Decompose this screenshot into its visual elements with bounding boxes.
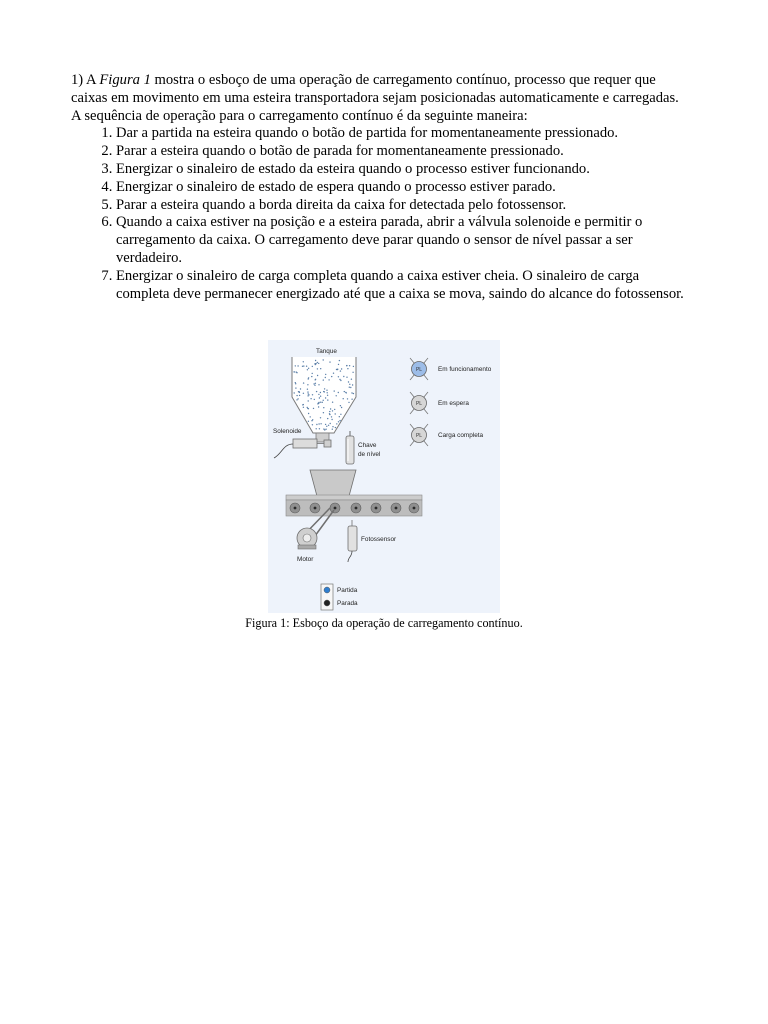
figure-drawing — [268, 340, 500, 613]
step-item: 3. Energizar o sinaleiro de estado da esteira quando o processo estiver funcionando. — [116, 161, 691, 179]
solenoid-label: Solenoide — [273, 428, 302, 435]
tank-icon — [292, 357, 356, 442]
pilot-lamp-tag: PL — [415, 366, 423, 373]
step-item: 5. Parar a esteira quando a borda direita da caixa for detectada pelo fotossensor. — [116, 197, 691, 215]
motor-label: Motor — [297, 556, 314, 563]
intro-paragraph — [71, 72, 691, 108]
pilot-lamp-icon — [410, 392, 428, 414]
pilot-lamp-tag: PL — [415, 432, 423, 439]
step-item: 2. Parar a esteira quando o botão de parada for momentaneamente pressionado. — [116, 143, 691, 161]
step-item: 6. Quando a caixa estiver na posição e a esteira parada, abrir a válvula solenoide e permitir o carregamento da caixa. O carregamento deve parar quando o sensor de nível passar a ser verdadeiro. — [116, 214, 691, 267]
intro-prefix: 1) A — [71, 72, 100, 88]
figure-reference: Figura 1 — [99, 72, 151, 88]
pilot-lamp-label: Em espera — [438, 400, 469, 407]
steps-list — [71, 125, 691, 303]
tank-label: Tanque — [316, 348, 337, 355]
question-text — [71, 72, 691, 303]
pilot-lamp-label: Em funcionamento — [438, 366, 492, 373]
sequence-intro: A sequência de operação para o carregamento contínuo é da seguinte maneira: — [71, 107, 528, 124]
level-switch-icon — [346, 431, 354, 464]
figure-caption: Figura 1: Esboço da operação de carregamento contínuo. — [245, 616, 523, 630]
start-label: Partida — [337, 587, 358, 594]
level-switch-label-line1: Chave — [358, 442, 377, 449]
loading-operation-figure — [268, 340, 500, 613]
step-item: 1. Dar a partida na esteira quando o botão de partida for momentaneamente pressionado. — [116, 125, 691, 143]
stop-label: Parada — [337, 600, 358, 607]
start-button-icon — [324, 587, 330, 593]
pilot-lamp-tag: PL — [415, 400, 423, 407]
level-switch-label-line2: de nível — [358, 451, 381, 458]
pilot-lamp-icon — [410, 358, 428, 380]
step-item: 7. Energizar o sinaleiro de carga completa quando a caixa estiver cheia. O sinaleiro de carga completa deve permanecer energizado até que a caixa se mova, saindo do alcance do fotossensor. — [116, 268, 691, 304]
pilot-lamp-icon — [410, 424, 428, 446]
pilot-lamp-label: Carga completa — [438, 432, 484, 439]
step-item: 4. Energizar o sinaleiro de estado de espera quando o processo estiver parado. — [116, 179, 691, 197]
photosensor-label: Fotossensor — [361, 536, 397, 543]
photosensor-icon — [348, 520, 357, 562]
intro-text: mostra o esboço de uma operação de carregamento contínuo, processo que requer que caixas em movimento em uma esteira transportadora sejam posicionadas automaticamente e carregadas. — [71, 72, 679, 106]
conveyor-icon — [286, 495, 422, 516]
pushbutton-station — [321, 584, 333, 610]
stop-button-icon — [324, 600, 330, 606]
